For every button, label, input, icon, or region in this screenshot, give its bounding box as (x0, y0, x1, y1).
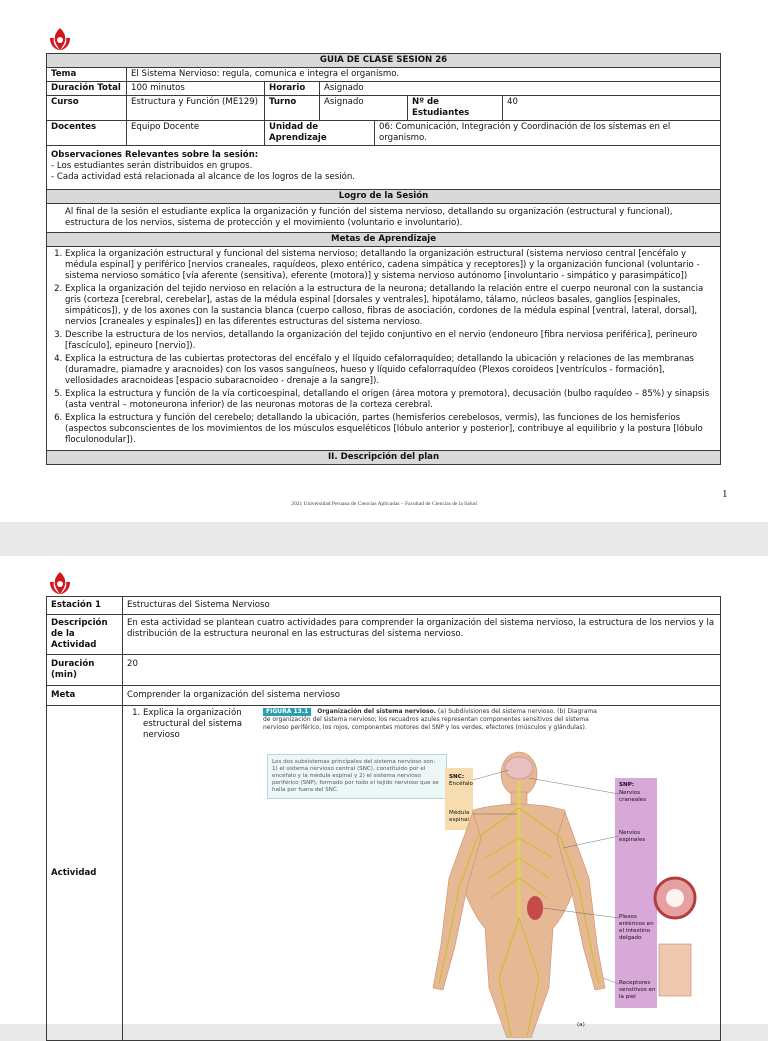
figure-tag: FIGURA 13.1 (263, 708, 311, 716)
page-number: 1 (722, 488, 728, 500)
snc-label: SNC: (449, 774, 465, 780)
estacion-value: Estructuras del Sistema Nervioso (123, 597, 721, 615)
session-guide-table (46, 53, 721, 465)
turno-label: Turno (265, 96, 320, 121)
guide-title: GUIA DE CLASE SESION 26 (47, 54, 721, 68)
duracion-min-value: 20 (123, 655, 721, 686)
observaciones-title: Observaciones Relevantes sobre la sesión: (51, 150, 259, 160)
docentes-value: Equipo Docente (127, 121, 265, 146)
meta-item: 6. Explica la estructura y función del cerebelo; detallando la ubicación, partes (hemisferios cerebelosos, vermis), las funciones de los hemisferios (aspectos subconscientes de los movimientos de los músculos esqueléticos [lóbulo anterior y posterior], contribuye al equilibrio y la postura [lóbulo floculonodular]). (65, 413, 716, 446)
encefalo-label: Encéfalo (449, 781, 473, 787)
plexos-label: Plexos entéricos en el intestino delgado (619, 914, 654, 941)
tema-value: El Sistema Nervioso: regula, comunica e integra el organismo. (127, 68, 721, 82)
page-footer: 2021 Universidad Peruana de Ciencias Aplicadas – Facultad de Ciencias de la Salud (291, 501, 477, 507)
descripcion-label: Descripción de la Actividad (47, 615, 123, 655)
actividad-cell (123, 706, 721, 1041)
snp-band (615, 778, 657, 1008)
metas-cell (47, 247, 721, 451)
nervios-craneales-label: Nervios craneales (619, 790, 647, 803)
actividad-list (127, 708, 257, 741)
unidad-label: Unidad de Aprendizaje (265, 121, 375, 146)
figure-caption (263, 708, 603, 732)
snp-label: SNP: (619, 782, 635, 788)
duracion-min-label: Duración (min) (47, 655, 123, 686)
intestine-icon (527, 896, 543, 920)
meta-label: Meta (47, 686, 123, 706)
curso-label: Curso (47, 96, 127, 121)
observaciones-cell (47, 146, 721, 190)
figure-sub-label: (a) (577, 1022, 585, 1028)
observaciones-line: - Los estudiantes serán distribuidos en grupos. (51, 161, 253, 171)
horario-label: Horario (265, 82, 320, 96)
unidad-value: 06: Comunicación, Integración y Coordinación de los sistemas en el organismo. (375, 121, 721, 146)
logro-text: Al final de la sesión el estudiante explica la organización y función del sistema nervioso, detallando su organización (estructural y funcional), estructura de los nervios, sistema de protección y el movimiento (voluntario e involuntario). (47, 204, 721, 233)
descripcion-value: En esta actividad se plantean cuatro actividades para comprender la organización del sistema nervioso, la estructura de los nervios y la distribución de la estructura neuronal en las estructuras del sistema nervioso. (123, 615, 721, 655)
estudiantes-label: Nº de Estudiantes (408, 96, 503, 121)
plan-title: II. Descripción del plan (47, 451, 721, 465)
meta-item: 2. Explica la organización del tejido nervioso en relación a la estructura de la neurona; detallando la relación entre el cuerpo neuronal con la sustancia gris (corteza [cerebral, cerebelar], astas de la médula espinal [dorsales y ventrales], hipotálamo, tálamo, núcleos basales, ganglios [espinales, simpáticos]), y de los axones con la sustancia blanca (cuerpo calloso, fibras de asociación, cordones de la médula espinal [ventral, lateral, dorsal], nervios [craneales y espinales]) en las diferentes estructuras del sistema nervioso. (65, 284, 716, 328)
estudiantes-value: 40 (503, 96, 721, 121)
figure-caption-title: Organización del sistema nervioso. (317, 708, 436, 715)
metas-title: Metas de Aprendizaje (47, 233, 721, 247)
receptores-label: Receptores sensitivos en la piel (619, 980, 656, 1000)
nervios-espinales-label: Nervios espinales (619, 830, 646, 843)
brain-icon (505, 757, 533, 779)
actividad-label: Actividad (47, 706, 123, 1041)
upc-logo-icon (46, 570, 74, 596)
meta-item: 4. Explica la estructura de las cubiertas protectoras del encéfalo y el líquido cefalorraquídeo; detallando la ubicación y relaciones de las membranas (duramadre, piamadre y aracnoides) con los vasos sanguíneos, hueso y líquido cefalorraquídeo (Plexos coroideos [ventrículos - formación], vellosidades aracnoideas [espacio subaracnoideo - drenaje a la sangre]). (65, 354, 716, 387)
medula-label: Médula espinal (449, 810, 470, 823)
observaciones-line: - Cada actividad está relacionada al alcance de los logros de la sesión. (51, 172, 356, 182)
meta-value: Comprender la organización del sistema nervioso (123, 686, 721, 706)
duracion-value: 100 minutos (127, 82, 265, 96)
logro-title: Logro de la Sesión (47, 190, 721, 204)
skin-section-icon (659, 944, 691, 996)
curso-value: Estructura y Función (ME129) (127, 96, 265, 121)
turno-value: Asignado (320, 96, 408, 121)
figure-caption-text: (a) Subdivisiones del sistema nervioso. (b) Diagrama de organización del sistema nervioso; los recuadros azules representan componentes sensitivos del sistema nervioso periférico, los rojos, componentes motores del SNP y los verdes, efectores (músculos y glándulas). (263, 708, 597, 731)
actividad-item: 1. Explica la organización estructural del sistema nervioso (143, 708, 257, 741)
docentes-label: Docentes (47, 121, 127, 146)
metas-list (49, 249, 716, 446)
tema-label: Tema (47, 68, 127, 82)
station-table (46, 596, 721, 1041)
upc-logo-icon (46, 26, 74, 52)
meta-item: 1. Explica la organización estructural y funcional del sistema nervioso; detallando la organización estructural (sistema nervioso central [encéfalo y médula espinal] y periférico [nervios craneales, raquídeos, plexo entérico, cadena simpática y receptores]) y la organización funcional (voluntario - sistema nervioso somático [vía aferente (sensitiva), eferente (motora)] y sistema nervioso autónomo [involuntario - simpático y parasimpático]) (65, 249, 716, 282)
meta-item: 5. Explica la estructura y función de la vía corticoespinal, detallando el origen (área motora y premotora), decusación (bulbo raquídeo – 85%) y sinapsis (asta ventral – motoneurona inferior) de las neuronas motoras de la corteza cerebral. (65, 389, 716, 411)
figure-info-box: Los dos subsistemas principales del sistema nervioso son: 1) el sistema nervioso central (SNC), constituido por el encéfalo y la médula espinal y 2) el sistema nervioso periférico (SNP), formado por todo el tejido nervioso que se halla por fuera del SNC. (267, 754, 447, 799)
duracion-label: Duración Total (47, 82, 127, 96)
horario-value: Asignado (320, 82, 721, 96)
meta-item: 3. Describe la estructura de los nervios, detallando la organización del tejido conjuntivo en el nervio (endoneuro [fibra nerviosa periférica], perineuro [fascículo], epineuro [nervio]). (65, 330, 716, 352)
intestine-lumen (666, 889, 684, 907)
nervous-system-figure (263, 708, 715, 1038)
estacion-label: Estación 1 (47, 597, 123, 615)
page-2 (0, 556, 768, 1028)
